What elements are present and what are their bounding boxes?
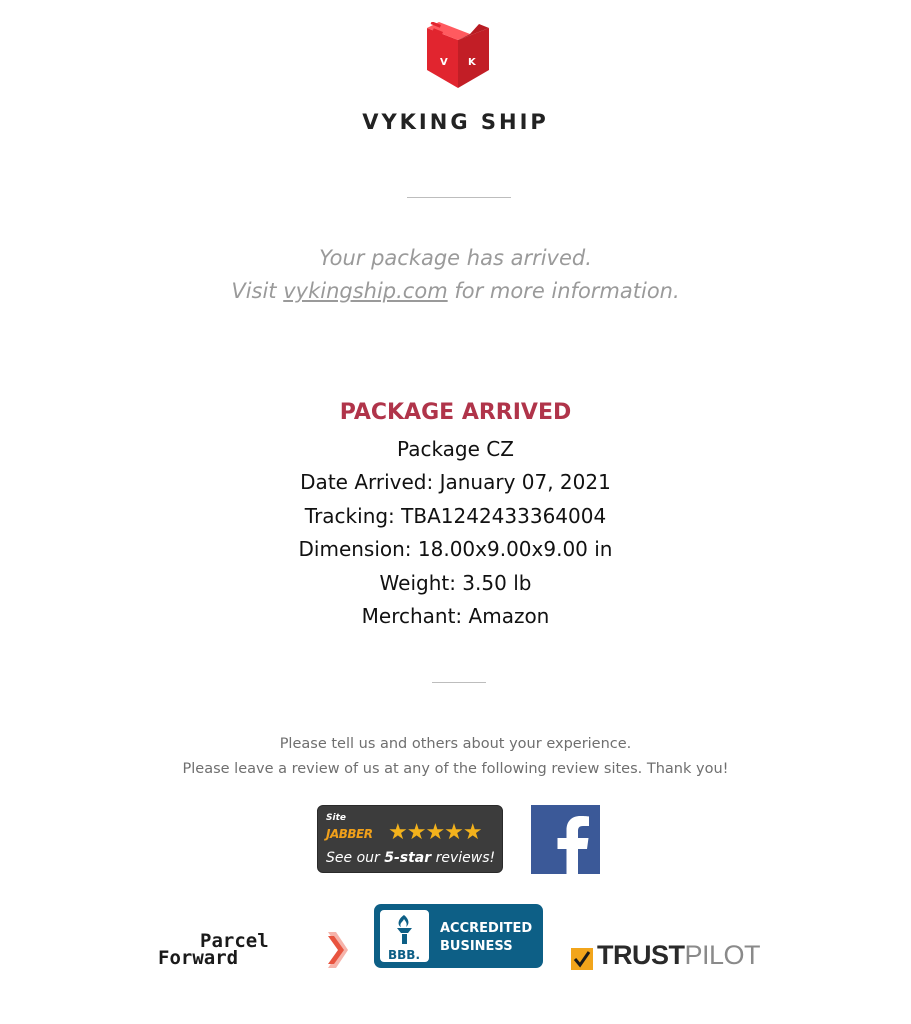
intro-line: Your package has arrived. <box>319 246 592 270</box>
torch-icon <box>390 913 419 946</box>
bbb-seal-label: BBB. <box>388 948 420 962</box>
parcelforward-word-forward: Forward <box>158 947 239 969</box>
facebook-review-link[interactable] <box>531 805 600 874</box>
sitejabber-review-badge[interactable] <box>317 805 503 873</box>
sitejabber-jabber-label: JABBER <box>326 827 373 841</box>
trustpilot-wordmark <box>597 940 760 971</box>
trustpilot-pilot: PILOT <box>684 940 761 970</box>
sitejabber-caption <box>326 850 495 866</box>
package-name: Package CZ <box>397 437 514 461</box>
package-dimension: Dimension: 18.00x9.00x9.00 in <box>298 537 613 561</box>
divider <box>432 682 486 683</box>
merchant: Merchant: Amazon <box>361 604 550 628</box>
sitejabber-caption-prefix: See our <box>326 850 385 866</box>
trustpilot-review-link[interactable] <box>571 940 771 974</box>
five-stars-icon: ★★★★★ <box>388 820 482 845</box>
date-arrived: Date Arrived: January 07, 2021 <box>300 470 611 494</box>
package-weight: Weight: 3.50 lb <box>379 571 532 595</box>
arrow-icon <box>328 932 348 968</box>
facebook-icon <box>531 805 600 874</box>
website-link[interactable]: vykingship.com <box>283 279 448 303</box>
intro-visit-suffix: for more information. <box>447 279 680 303</box>
trustpilot-trust: TRUST <box>597 940 685 970</box>
checkmark-shape <box>573 950 591 968</box>
review-prompt: Please tell us and others about your experience. <box>279 736 632 752</box>
brand-name: VYKING SHIP <box>362 110 549 134</box>
sitejabber-caption-suffix: reviews! <box>431 850 496 866</box>
parcelforward-review-link[interactable] <box>158 930 348 972</box>
vyking-ship-logo <box>425 22 491 92</box>
tracking-number: Tracking: TBA1242433364004 <box>304 504 607 528</box>
bbb-accredited-text: ACCREDITED <box>440 921 533 936</box>
intro-visit-prefix: Visit <box>231 279 284 303</box>
logo-letter-k: K <box>468 57 476 68</box>
sitejabber-site-label: Site <box>326 813 346 823</box>
bbb-seal <box>380 910 429 962</box>
status-heading: PACKAGE ARRIVED <box>339 400 572 425</box>
checkmark-icon <box>571 948 593 970</box>
parcelforward-word-parcel: Parcel <box>200 930 269 952</box>
intro-visit-line <box>0 279 911 303</box>
sitejabber-caption-bold: 5-star <box>384 850 432 866</box>
review-request: Please leave a review of us at any of the following review sites. Thank you! <box>182 761 729 777</box>
bbb-business-text: BUSINESS <box>440 939 513 954</box>
logo-letter-v: V <box>440 57 448 68</box>
divider <box>407 197 511 198</box>
bbb-accredited-badge[interactable] <box>374 904 543 968</box>
